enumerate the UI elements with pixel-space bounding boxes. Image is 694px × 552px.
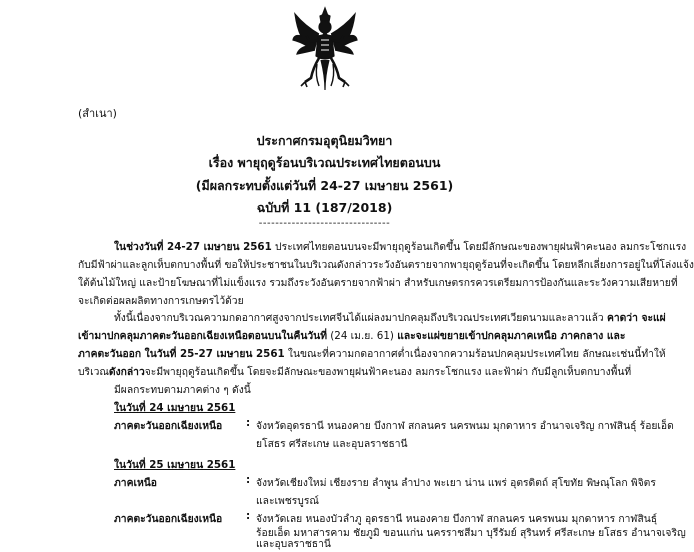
- announcement-issue-number: ฉบับที่ 11 (187/2018): [256, 200, 393, 215]
- para2-l1-normal: ทั้งนี้เนื่องจากบริเวณความกดอากาศสูงจากประเทศจีนได้แผ่ลงมาปกคลุมถึงบริเวณประเทศเวียดนามและลาวแล้ว: [114, 312, 607, 324]
- para2-line1: [114, 309, 666, 326]
- para2-l2-bold-a: เข้ามาปกคลุมภาคตะวันออกเฉียงเหนือตอนบนในคืนวันที่: [78, 330, 327, 342]
- day24-ne-provinces-2: ยโสธร ศรีสะเกษ และอุบลราชธานี: [256, 438, 408, 450]
- announcement-subject: เรื่อง พายุฤดูร้อนบริเวณประเทศไทยตอนบน: [208, 155, 441, 170]
- day25-ne-provinces-1: จังหวัดเลย หนองบัวลำภู อุดรธานี หนองคาย บึงกาฬ สกลนคร นครพนม มุกดาหาร กาฬสินธุ์: [256, 513, 658, 525]
- para2-line4: [78, 363, 631, 380]
- day25-north-colon: :: [246, 474, 251, 486]
- para2-l3-normal: ในขณะที่ความกดอากาศต่ำเนื่องจากความร้อนปกคลุมประเทศไทย ลักษณะเช่นนี้ทำให้: [284, 348, 666, 360]
- day25-ne-label: ภาคตะวันออกเฉียงเหนือ: [114, 513, 223, 525]
- garuda-emblem-icon: [291, 6, 359, 92]
- header-divider: --------------------------------: [258, 218, 391, 229]
- para2-l4-normal-a: บริเวณ: [78, 366, 109, 378]
- para2-l2-normal: (24 เม.ย. 61): [326, 330, 398, 342]
- para1-line2: กับมีฟ้าผ่าและลูกเห็บตกบางพื้นที่ ขอให้ประชาชนในบริเวณดังกล่าวระวังอันตรายจากพายุฤดูร้อนที่จะเกิดขึ้น โดยหลีกเลี่ยงการอยู่ในที่โล่งแจ้ง: [78, 259, 694, 271]
- para2-l1-bold: คาดว่า จะแผ่: [606, 312, 666, 324]
- day24-ne-label: ภาคตะวันออกเฉียงเหนือ: [114, 420, 223, 432]
- announcement-agency: ประกาศกรมอุตุนิยมวิทยา: [256, 133, 393, 148]
- para1-line4: จะเกิดต่อผลผลิตทางการเกษตรไว้ด้วย: [78, 295, 244, 307]
- day25-heading: ในวันที่ 25 เมษายน 2561: [114, 459, 236, 471]
- day24-ne-provinces-1: จังหวัดอุดรธานี หนองคาย บึงกาฬ สกลนคร นครพนม มุกดาหาร อำนาจเจริญ กาฬสินธุ์ ร้อยเอ็ด: [256, 420, 674, 432]
- para2-l4-normal-b: จะมีพายุฤดูร้อนเกิดขึ้น โดยจะมีลักษณะของพายุฝนฟ้าคะนอง ลมกระโชกแรง และฟ้าผ่า กับมีลูกเห็บตกบางพื้นที่: [144, 366, 632, 378]
- announcement-effect-period: (มีผลกระทบตั้งแต่วันที่ 24-27 เมษายน 2561): [195, 178, 454, 193]
- para1-line1-text: ประเทศไทยตอนบนจะมีพายุฤดูร้อนเกิดขึ้น โดยมีลักษณะของพายุฝนฟ้าคะนอง ลมกระโชกแรง: [271, 241, 687, 253]
- para2-line5: มีผลกระทบตามภาคต่าง ๆ ดังนี้: [114, 384, 251, 396]
- para2-line3: [78, 345, 666, 362]
- day25-ne-provinces-3: และอุบลราชธานี: [256, 538, 331, 550]
- para1-lead: ในช่วงวันที่ 24-27 เมษายน 2561: [114, 241, 272, 253]
- para1-line3: ใต้ต้นไม้ใหญ่ และป้ายโฆษณาที่ไม่แข็งแรง รวมถึงระวังอันตรายจากฟ้าผ่า สำหรับเกษตรกรควรเตรียมการป้องกันและระวังความเสียหายที่: [78, 277, 678, 289]
- day24-heading: ในวันที่ 24 เมษายน 2561: [114, 402, 236, 414]
- para2-line2: [78, 327, 625, 344]
- day25-north-provinces-2: และเพชรบูรณ์: [256, 495, 319, 507]
- para1-line1: [114, 238, 686, 255]
- para2-l2-bold-b: และจะแผ่ขยายเข้าปกคลุมภาคเหนือ ภาคกลาง และ: [397, 330, 626, 342]
- day25-ne-colon: :: [246, 510, 251, 522]
- day25-north-label: ภาคเหนือ: [114, 477, 157, 489]
- day24-ne-colon: :: [246, 417, 251, 429]
- day25-north-provinces-1: จังหวัดเชียงใหม่ เชียงราย ลำพูน ลำปาง พะเยา น่าน แพร่ อุตรดิตถ์ สุโขทัย พิษณุโลก พิจิตร: [256, 477, 656, 489]
- para2-l4-bold: ดังกล่าว: [108, 366, 145, 378]
- copy-tag: (สำเนา): [78, 107, 117, 120]
- day25-ne-provinces-2: ร้อยเอ็ด มหาสารคาม ชัยภูมิ ขอนแก่น นครราชสีมา บุรีรัมย์ สุรินทร์ ศรีสะเกษ ยโสธร อำนาจเจริญ: [256, 527, 686, 539]
- para2-l3-bold: ภาคตะวันออก ในวันที่ 25-27 เมษายน 2561: [78, 348, 285, 360]
